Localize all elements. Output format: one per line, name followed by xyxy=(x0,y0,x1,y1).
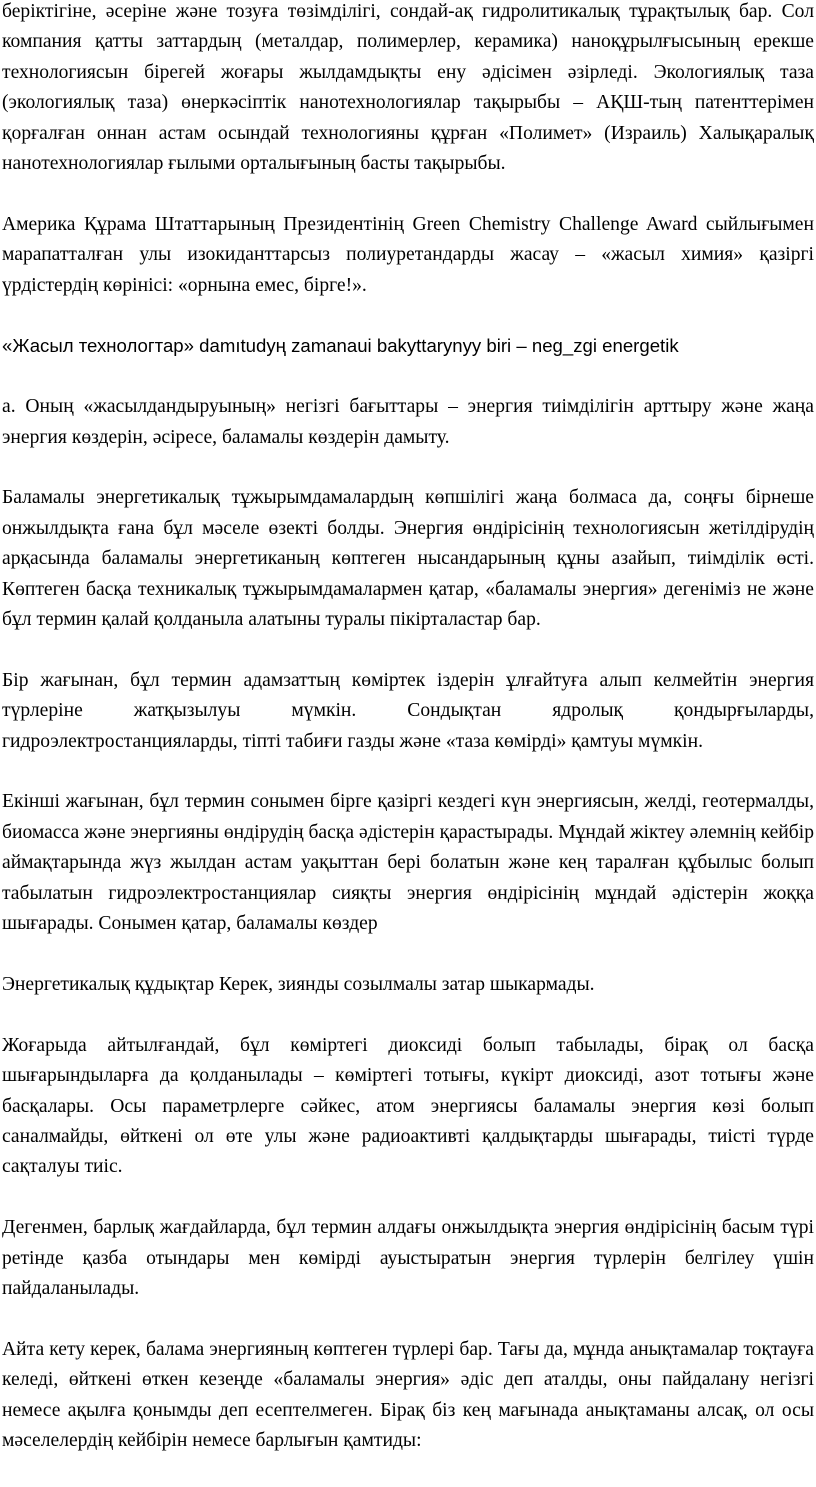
paragraph-energy-wells: Энергетикалық құдықтар Керек, зиянды созылмалы затар шыкармады. xyxy=(2,973,595,995)
paragraph-green-technologies-heading: «Жасыл технологтар» damıtudyң zamanaui bakyttarynyy biri – neg_zgi energetik xyxy=(2,335,679,357)
paragraph-alternative-energy-concepts: Баламалы энергетикалық тұжырымдамалардың көпшілігі жаңа болмаса да, соңғы бірнеше онжылдықта ғана бұл мәселе өзекті болды. Энергия өндірісінің технологиясын жетілдірудің арқасында баламалы энергетиканың көптеген нысандарының құны азайып, тиімділік өсті. Көптеген басқа техникалық тұжырымдамалармен қатар, «баламалы энергия» дегеніміз не және бұл термин қалай қолданыла алатыны туралы пікірталастар бар. xyxy=(2,487,814,631)
paragraph-fossil-replacement: Дегенмен, барлық жағдайларда, бұл термин алдағы онжылдықта энергия өндірісінің басым түрі ретінде қазба отындары мен көмірді ауыстыратын энергия түрлерін белгілеу үшін пайдаланылады. xyxy=(2,1217,814,1299)
paragraph-nanotech-company: беріктігіне, әсеріне және тозуға төзімділігі, сондай-ақ гидролитикалық тұрақтылық бар. Сол компания қатты заттардың (металдар, полимерлер, керамика) наноқұрылғысының ерекше технологиясын бірегей жоғары жылдамдықты ену әдісімен әзірледі. Экологиялық таза (экологиялық таза) өнеркәсіптік нанотехнологиялар тақырыбы – АҚШ-тың патенттерімен қорғалған оннан астам осындай технологияны құрған «Полимет» (Израиль) Халықаралық нанотехнологиялар ғылыми орталығының басты тақырыбы. xyxy=(2,1,814,175)
paragraph-greening-directions: а. Оның «жасылдандыруының» негізгі бағыттары – энергия тиімділігін арттыру және жаңа энергия көздерін, әсіресе, баламалы көздерін дамыту. xyxy=(2,396,814,448)
paragraph-other-hand: Екінші жағынан, бұл термин сонымен бірге қазіргі кездегі күн энергиясын, желді, геотермалды, биомасса және энергияны өндірудің басқа әдістерін қарастырады. Мұндай жіктеу әлемнің кейбір аймақтарында жүз жылдан астам уақыттан бері болатын және кең таралған құбылыс болып табылатын гидроэлектростанциялар сияқты энергия өндірісінің мұндай әдістерін жоққа шығарады. Сонымен қатар, баламалы көздер xyxy=(2,791,814,935)
paragraph-carbon-dioxide: Жоғарыда айтылғандай, бұл көміртегі диоксиді болып табылады, бірақ ол басқа шығарындыларға да қолданылады – көміртегі тотығы, күкірт диоксиді, азот тотығы және басқалары. Осы параметрлерге сәйкес, атом энергиясы баламалы энергия көзі болып саналмайды, өйткені ол өте улы және радиоактивті қалдықтарды шығарады, тиісті түрде сақталуы тиіс. xyxy=(2,1034,814,1178)
paragraph-one-hand: Бір жағынан, бұл термин адамзаттың көміртек іздерін ұлғайтуға алып келмейтін энергия түрлеріне жатқызылуы мүмкін. Сондықтан ядролық қондырғыларды, гидроэлектростанцияларды, тіпті табиғи газды және «таза көмірді» қамтуы мүмкін. xyxy=(2,669,814,752)
paragraph-energy-types: Айта кету керек, балама энергияның көптеген түрлері бар. Тағы да, мұнда анықтамалар тоқтауға келеді, өйткені өткен кезеңде «баламалы энергия» әдіс деп аталды, оны пайдалану негізгі немесе ақылға қонымды деп есептелмеген. Бірақ біз кең мағынада анықтаманы алсақ, ол осы мәселелердің кейбірін немесе барлығын қамтиды: xyxy=(2,1338,814,1451)
paragraph-green-chemistry-award: Америка Құрама Штаттарының Президентінің Green Chemistry Challenge Award сыйлығымен марапатталған улы изокиданттарсыз полиуретандарды жасау – «жасыл химия» қазіргі үрдістердің көрінісі: «орнына емес, бірге!». xyxy=(2,213,814,296)
